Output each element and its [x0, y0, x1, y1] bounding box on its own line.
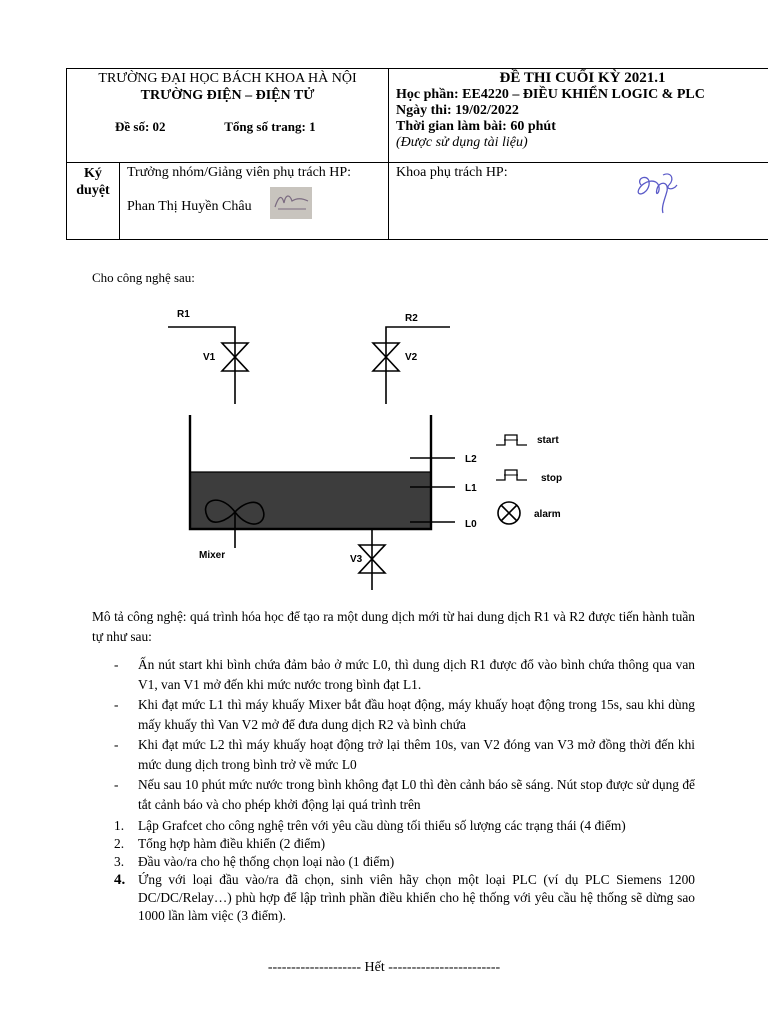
l1-label: L1	[465, 483, 477, 494]
mixer-label: Mixer	[199, 550, 226, 561]
v2-label: V2	[405, 352, 418, 363]
list-item	[92, 853, 695, 871]
task-text: Ứng với loại đầu vào/ra đã chọn, sinh viên hãy chọn một loại PLC (ví dụ PLC Siemens 1200 DC/DC/Relay…) phù hợp để lập trình phần điều khiển cho hệ thống với yêu cầu hệ thống sẽ dừng sao 1000 lần làm việc (3 điểm).	[138, 872, 695, 923]
intro-text: Cho công nghệ sau:	[92, 270, 195, 285]
task-number: 2.	[114, 836, 125, 851]
task-text: Lập Grafcet cho công nghệ trên với yêu cầu dùng tối thiểu số lượng các trạng thái (4 điểm)	[138, 818, 626, 833]
group-leader-label: Trưởng nhóm/Giảng viên phụ trách HP:	[127, 165, 352, 180]
exam-tasks	[92, 817, 695, 925]
university-name: TRƯỜNG ĐẠI HỌC BÁCH KHOA HÀ NỘI	[98, 71, 357, 86]
exam-title: ĐỀ THI CUỐI KỲ 2021.1	[499, 70, 666, 86]
materials-note: (Được sử dụng tài liệu)	[396, 135, 528, 150]
l0-label: L0	[465, 519, 477, 530]
start-label: start	[537, 435, 559, 446]
l2-label: L2	[465, 454, 477, 465]
r1-pipe	[168, 327, 235, 404]
task-text: Tổng hợp hàm điều khiển (2 điểm)	[138, 836, 326, 851]
list-item	[92, 735, 695, 775]
list-item	[92, 871, 695, 925]
exam-code: Đề số: 02	[115, 119, 166, 134]
process-description: Mô tả công nghệ: quá trình hóa học để tạo ra một dung dịch mới từ hai dung dịch R1 và R2 được tiến hành tuần tự như sau:	[92, 609, 695, 644]
list-item	[92, 835, 695, 853]
process-steps	[92, 655, 695, 815]
list-marker: -	[114, 777, 119, 792]
list-marker: -	[114, 657, 119, 672]
approval-text: Ký duyệt	[76, 166, 110, 198]
list-marker: -	[114, 737, 119, 752]
end-marker: -------------------- Hết ------------------------	[267, 960, 501, 975]
r1-label: R1	[177, 309, 190, 320]
stop-label: stop	[541, 473, 563, 484]
step-text: Khi đạt mức L1 thì máy khuấy Mixer bắt đầu hoạt động, máy khuấy hoạt động trong 15s, sau khi dùng mấy khuấy thì Van V2 mở để đưa dung dịch R2 và bình chứa	[138, 697, 695, 732]
list-item	[92, 817, 695, 835]
faculty-name: TRƯỜNG ĐIỆN – ĐIỆN TỬ	[140, 88, 315, 103]
department-label: Khoa phụ trách HP:	[396, 165, 508, 180]
task-number: 3.	[114, 854, 125, 869]
exam-duration: Thời gian làm bài: 60 phút	[396, 119, 556, 134]
step-text: Nếu sau 10 phút mức nước trong bình không đạt L0 thì đèn cảnh báo sẽ sáng. Nút stop được sử dụng để tắt cảnh báo và cho phép khởi động lại quá trình trên	[138, 777, 695, 812]
group-leader-name: Phan Thị Huyền Châu	[127, 199, 252, 214]
alarm-label: alarm	[534, 509, 561, 520]
list-item	[92, 655, 695, 695]
total-pages: Tổng số trang: 1	[224, 119, 316, 134]
list-item	[92, 775, 695, 815]
task-number: 4.	[114, 872, 126, 888]
course-name: Học phần: EE4220 – ĐIỀU KHIỂN LOGIC & PLC	[396, 87, 705, 102]
r2-label: R2	[405, 313, 418, 324]
exam-date: Ngày thi: 19/02/2022	[396, 103, 519, 118]
r2-pipe	[386, 327, 450, 404]
step-text: Ấn nút start khi bình chứa đảm bảo ở mức L0, thì dung dịch R1 được đổ vào bình chứa thông qua van V1, van V1 mở đến khi mức nước trong bình đạt L1.	[138, 657, 695, 692]
v3-label: V3	[350, 554, 363, 565]
alarm-lamp-cross	[502, 506, 517, 521]
list-marker: -	[114, 697, 119, 712]
v1-label: V1	[203, 352, 216, 363]
list-item	[92, 695, 695, 735]
step-text: Khi đạt mức L2 thì máy khuấy hoạt động trở lại thêm 10s, van V2 đóng van V3 mở đồng thời đến khi mức dung dịch trong bình trở về mức L0	[138, 737, 695, 772]
task-text: Đầu vào/ra cho hệ thống chọn loại nào (1 điểm)	[138, 854, 395, 869]
tank-liquid	[190, 472, 431, 529]
task-number: 1.	[114, 818, 125, 833]
